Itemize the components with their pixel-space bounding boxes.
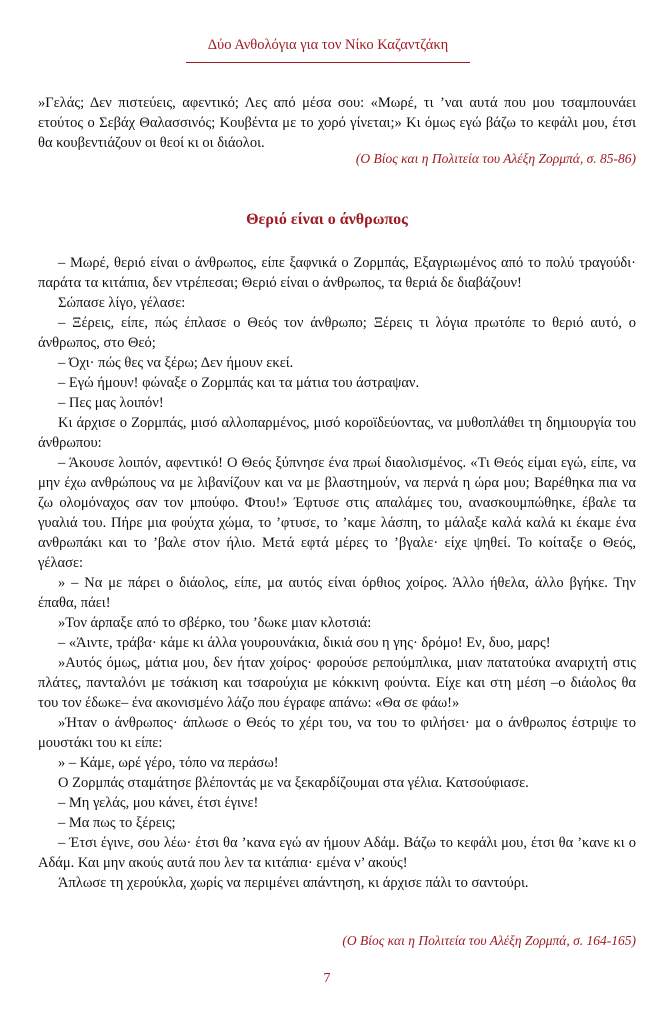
intro-source: (Ο Βίος και η Πολιτεία του Αλέξη Ζορμπά, σ. 85-86) — [355, 151, 636, 166]
header-rule — [186, 62, 470, 63]
paragraph: Κι άρχισε ο Ζορμπάς, μισό αλλοπαρμένος, μισό κοροϊδεύοντας, να μυθοπλάθει τη δημιουργία του άνθρωπου: — [38, 415, 636, 451]
paragraph: »Τον άρπαξε από το σβέρκο, του ’δωκε μιαν κλοτσιά: — [58, 615, 372, 631]
paragraph: – Ξέρεις, είπε, πώς έπλασε ο Θεός τον άνθρωπο; Ξέρεις τι λόγια πρωτόπε το θεριό αυτό, ο άνθρωπος, στο Θεό; — [38, 315, 636, 351]
paragraph: – Μη γελάς, μου κάνει, έτσι έγινε! — [58, 795, 259, 811]
paragraph: Άπλωσε τη χερούκλα, χωρίς να περιμένει απάντηση, κι άρχισε πάλι το σαντούρι. — [58, 875, 529, 891]
page-number: 7 — [323, 971, 331, 986]
intro-text — [38, 93, 636, 153]
paragraph: – Μα πως το ξέρεις; — [58, 815, 176, 831]
paragraph: – Έτσι έγινε, σου λέω· έτσι θα ’κανα εγώ αν ήμουν Αδάμ. Βάζω το κεφάλι μου, έτσι θα ’κανε κι ο Αδάμ. Και μην ακούς αυτά που λεν τα κιτάπια· εμένα ν’ ακούς! — [38, 835, 636, 871]
paragraph: Σώπασε λίγο, γέλασε: — [58, 295, 186, 311]
paragraph: – Μωρέ, θεριό είναι ο άνθρωπος, είπε ξαφνικά ο Ζορμπάς, Εξαγριωμένος από το πολύ τραγούδι· παράτα τα κιτάπια, δεν ντρέπεσαι; Θεριό είναι ο άνθρωπος, τα θεριά δε διαβάζουν! — [38, 255, 636, 291]
section-body — [38, 253, 636, 893]
paragraph: »Αυτός όμως, μάτια μου, δεν ήταν χοίρος· φορούσε ρεπούμπλικα, μιαν πατατούκα αναριχτή στις πλάτες, πανταλόνι με τσάκιση και τσαρούχια με κόκκινη φούντα. Είχε και στη μέση –ο διάολος θα του τον έδωκε– ένα ακονισμένο λάζο που έγραφε απάνω: «Θα σε φάω!» — [38, 655, 636, 711]
section-title: Θεριό είναι ο άνθρωπος — [246, 211, 408, 228]
paragraph: Ο Ζορμπάς σταμάτησε βλέποντάς με να ξεκαρδίζουμαι στα γέλια. Κατσούφιασε. — [58, 775, 529, 791]
paragraph: » – Να με πάρει ο διάολος, είπε, μα αυτός είναι όρθιος χοίρος. Άλλο ήθελα, άλλο βγήκε. Την έπαθα, πάει! — [38, 575, 636, 611]
paragraph: – «Άιντε, τράβα· κάμε κι άλλα γουρουνάκια, δικιά σου η γης· δρόμο! Εν, δυο, μαρς! — [58, 635, 551, 651]
section-source: (Ο Βίος και η Πολιτεία του Αλέξη Ζορμπά, σ. 164-165) — [342, 933, 636, 948]
paragraph: – Εγώ ήμουν! φώναξε ο Ζορμπάς και τα μάτια του άστραψαν. — [58, 375, 420, 391]
paragraph: » – Κάμε, ωρέ γέρο, τόπο να περάσω! — [58, 755, 279, 771]
paragraph: – Άκουσε λοιπόν, αφεντικό! Ο Θεός ξύπνησε ένα πρωί διαολισμένος. «Τι Θεός είμαι εγώ, είπε, να μην έχω ανθρώπους να με λιβανίζουν και να με βλαστημούν, να περνά η ώρα μου; Βαρέθηκα πια να ζω ολομόναχος σαν τον μπούφο. Φτου!» Έφτυσε στις απαλάμες του, ανασκουμπώθηκε, έβαλε τα γυαλιά του. Πήρε μια φούχτα χώμα, το ’φτυσε, το ’καμε λάσπη, το μάλαξε καλά καλά κι έκαμε ένα ανθρωπάκι και το ’βαλε στον ήλιο. Μετά εφτά μέρες το ’βγαλε· είχε ψηθεί. Το κοίταξε ο Θεός, γέλασε: — [38, 455, 636, 571]
running-head: Δύο Ανθολόγια για τον Νίκο Καζαντζάκη — [207, 37, 449, 53]
paragraph: – Πες μας λοιπόν! — [58, 395, 164, 411]
paragraph: – Όχι· πώς θες να ξέρω; Δεν ήμουν εκεί. — [58, 355, 294, 371]
paragraph: »Ήταν ο άνθρωπος· άπλωσε ο Θεός το χέρι του, να του το φιλήσει· μα ο άνθρωπος έστριψε το μουστάκι του κι είπε: — [38, 715, 636, 751]
intro-paragraph: »Γελάς; Δεν πιστεύεις, αφεντικό; Λες από μέσα σου: «Μωρέ, τι ’ναι αυτά που μου τσαμπουνάει ετούτος ο Σεβάχ Θαλασσινός; Κουβέντα με το χορό γίνεται;» Κι όμως εγώ βάζω το κεφάλι μου, έτσι θα κουβεντιάζουν οι θεοί κι οι διάολοι. — [38, 95, 636, 151]
